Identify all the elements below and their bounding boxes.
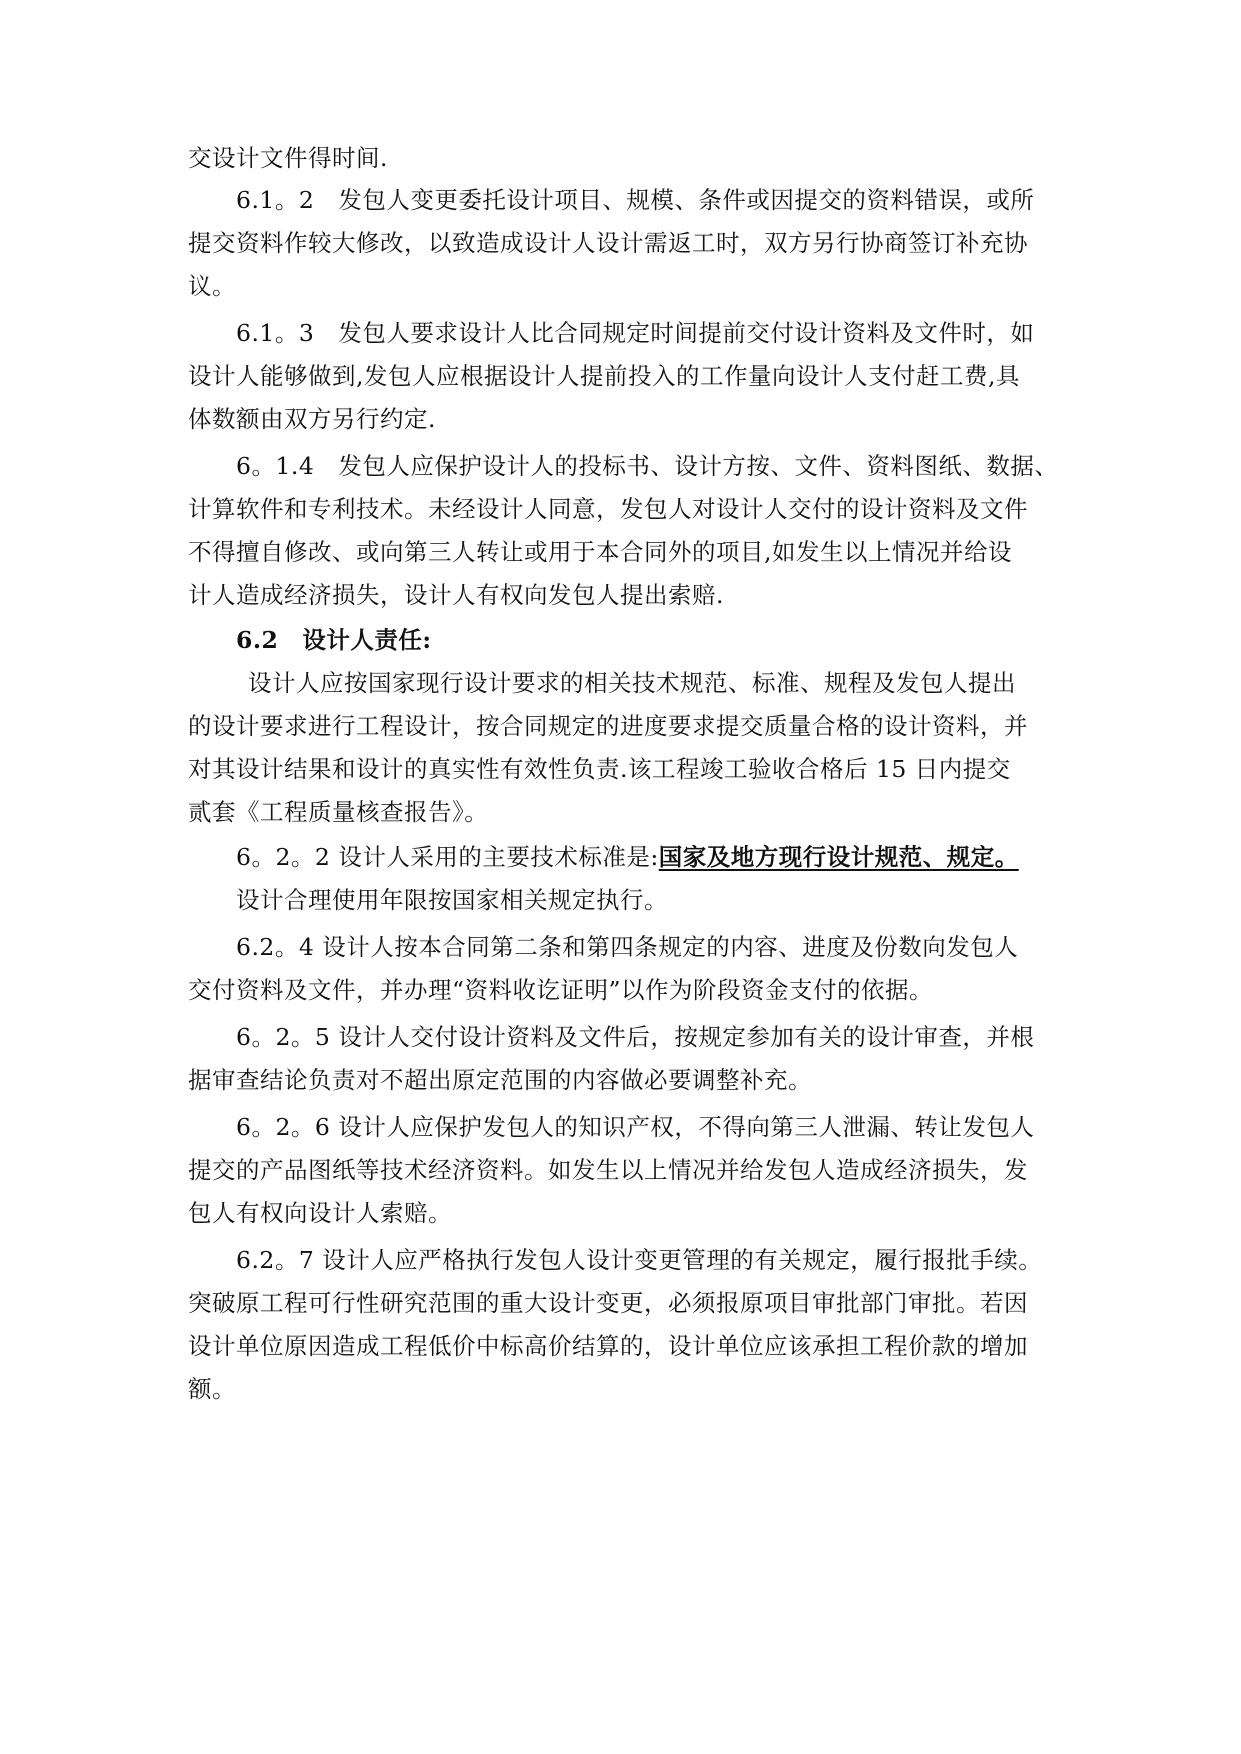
clause-text: 6。2。2 设计人采用的主要技术标准是: <box>236 843 659 871</box>
text-line: 议。 <box>188 272 236 300</box>
text-line: 对其设计结果和设计的真实性有效性负责.该工程竣工验收合格后 15 日内提交 <box>188 755 1011 783</box>
text-line: 体数额由双方另行约定. <box>188 405 436 433</box>
section-heading: 6.2 设计人责任: <box>236 626 432 654</box>
text-line <box>236 842 1019 872</box>
text-line: 包人有权向设计人索赔。 <box>188 1199 452 1227</box>
text-line: 交付资料及文件，并办理“资料收讫证明”以作为阶段资金支付的依据。 <box>188 976 934 1004</box>
text-line: 提交的产品图纸等技术经济资料。如发生以上情况并给发包人造成经济损失，发 <box>188 1156 1028 1184</box>
text-line: 的设计要求进行工程设计，按合同规定的进度要求提交质量合格的设计资料，并 <box>188 712 1028 740</box>
text-line: 计算软件和专利技术。未经设计人同意，发包人对设计人交付的设计资料及文件 <box>188 495 1028 523</box>
text-line: 提交资料作较大修改，以致造成设计人设计需返工时，双方另行协商签订补充协 <box>188 229 1028 257</box>
text-line: 6.1。2 发包人变更委托设计项目、规模、条件或因提交的资料错误，或所 <box>236 186 1035 214</box>
text-line: 设计人能够做到,发包人应根据设计人提前投入的工作量向设计人支付赶工费,具 <box>188 362 1020 390</box>
text-line: 6.2。7 设计人应严格执行发包人设计变更管理的有关规定，履行报批手续。 <box>236 1246 1043 1274</box>
text-line: 突破原工程可行性研究范围的重大设计变更，必须报原项目审批部门审批。若因 <box>188 1289 1028 1317</box>
text-line: 不得擅自修改、或向第三人转让或用于本合同外的项目,如发生以上情况并给设 <box>188 538 1012 566</box>
text-line: 6。1.4 发包人应保护设计人的投标书、设计方按、文件、资料图纸、数据、 <box>236 452 1059 480</box>
text-line: 6.1。3 发包人要求设计人比合同规定时间提前交付设计资料及文件时，如 <box>236 319 1035 347</box>
text-line: 贰套《工程质量核查报告》。 <box>188 798 489 826</box>
text-line: 计人造成经济损失，设计人有权向发包人提出索赔. <box>188 581 724 609</box>
text-line: 据审查结论负责对不超出原定范围的内容做必要调整补充。 <box>188 1066 812 1094</box>
text-line: 6。2。6 设计人应保护发包人的知识产权，不得向第三人泄漏、转让发包人 <box>236 1113 1035 1141</box>
text-line: 设计合理使用年限按国家相关规定执行。 <box>236 886 668 914</box>
standard-text: 国家及地方现行设计规范、规定。 <box>658 843 1019 871</box>
text-line: 设计单位原因造成工程低价中标高价结算的，设计单位应该承担工程价款的增加 <box>188 1332 1028 1360</box>
text-line: 额。 <box>188 1375 236 1403</box>
text-line: 交设计文件得时间. <box>188 144 388 172</box>
text-line: 6.2。4 设计人按本合同第二条和第四条规定的内容、进度及份数向发包人 <box>236 933 1019 961</box>
text-line: 6。2。5 设计人交付设计资料及文件后，按规定参加有关的设计审查，并根 <box>236 1023 1035 1051</box>
text-line: 设计人应按国家现行设计要求的相关技术规范、标准、规程及发包人提出 <box>248 669 1016 697</box>
